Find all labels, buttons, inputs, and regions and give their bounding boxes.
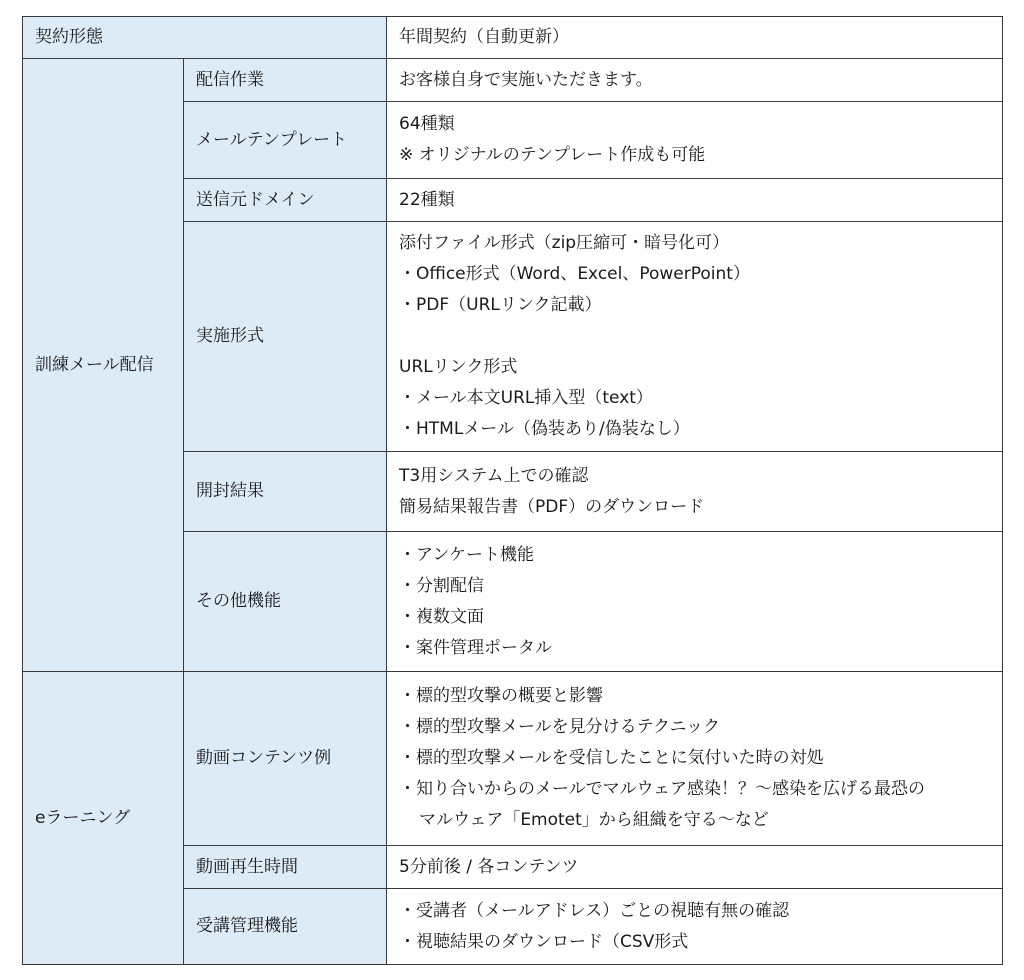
cell-line: ・標的型攻撃メールを見分けるテクニック: [399, 717, 720, 737]
cell-line: T3用システム上での確認: [399, 465, 589, 486]
row-label-video-examples: 動画コンテンツ例: [184, 672, 387, 846]
row-label-delivery-work: 配信作業: [184, 59, 387, 102]
cell-line: ・Office形式（Word、Excel、PowerPoint）: [399, 264, 750, 284]
row-value-open-results: [387, 452, 1003, 532]
row-label-open-results: 開封結果: [184, 452, 387, 532]
cell-line: ・視聴結果のダウンロード（CSV形式: [399, 931, 689, 952]
service-spec-table: [22, 16, 1003, 965]
table-row: [23, 59, 1003, 102]
section-label-elearning: eラーニング: [23, 672, 184, 965]
row-label-attendance-management: 受講管理機能: [184, 889, 387, 965]
cell-line: ・HTMLメール（偽装あり/偽装なし）: [399, 419, 690, 439]
cell-line: ・標的型攻撃の概要と影響: [399, 686, 603, 706]
row-label-mail-template: メールテンプレート: [184, 102, 387, 179]
contract-label: 契約形態: [23, 17, 387, 59]
row-value-sender-domain: [387, 179, 1003, 222]
cell-line: 64種類: [399, 114, 455, 134]
row-value-delivery-work: [387, 59, 1003, 102]
cell-line: ・複数文面: [399, 606, 484, 627]
row-label-format: 実施形式: [184, 222, 387, 452]
cell-line: ・PDF（URLリンク記載）: [399, 295, 602, 315]
row-value-format: [387, 222, 1003, 452]
cell-line: ・受講者（メールアドレス）ごとの視聴有無の確認: [399, 900, 790, 921]
cell-line: お客様自身で実施いただきます。: [399, 69, 653, 90]
cell-line: URLリンク形式: [399, 357, 518, 377]
cell-line: ・知り合いからのメールでマルウェア感染！？～感染を広げる最恐の: [399, 779, 925, 799]
row-label-video-duration: 動画再生時間: [184, 846, 387, 889]
cell-line: 年間契約（自動更新）: [399, 27, 569, 47]
contract-value: [387, 17, 1003, 59]
cell-line: ※ オリジナルのテンプレート作成も可能: [399, 145, 706, 165]
cell-line: ・アンケート機能: [399, 544, 534, 565]
row-value-mail-template: [387, 102, 1003, 179]
cell-line: ・案件管理ポータル: [399, 637, 552, 658]
cell-line: 5分前後 / 各コンテンツ: [399, 856, 579, 877]
cell-blank-line: [399, 321, 990, 352]
row-value-other-features: [387, 532, 1003, 672]
cell-line: 22種類: [399, 189, 455, 210]
row-label-sender-domain: 送信元ドメイン: [184, 179, 387, 222]
table-row: [23, 672, 1003, 846]
cell-line: 添付ファイル形式（zip圧縮可・暗号化可）: [399, 233, 730, 253]
cell-line: ・メール本文URL挿入型（text）: [399, 388, 653, 408]
row-value-attendance-management: [387, 889, 1003, 965]
cell-line: 簡易結果報告書（PDF）のダウンロード: [399, 496, 705, 517]
row-value-video-examples: [387, 672, 1003, 846]
cell-line: ・標的型攻撃メールを受信したことに気付いた時の対処: [399, 748, 824, 768]
row-value-video-duration: [387, 846, 1003, 889]
cell-line: ・分割配信: [399, 575, 484, 596]
row-label-other-features: その他機能: [184, 532, 387, 672]
table-row: [23, 17, 1003, 59]
cell-line: マルウェア「Emotet」から組織を守る～など: [419, 810, 769, 830]
section-label-training-mail: 訓練メール配信: [23, 59, 184, 672]
